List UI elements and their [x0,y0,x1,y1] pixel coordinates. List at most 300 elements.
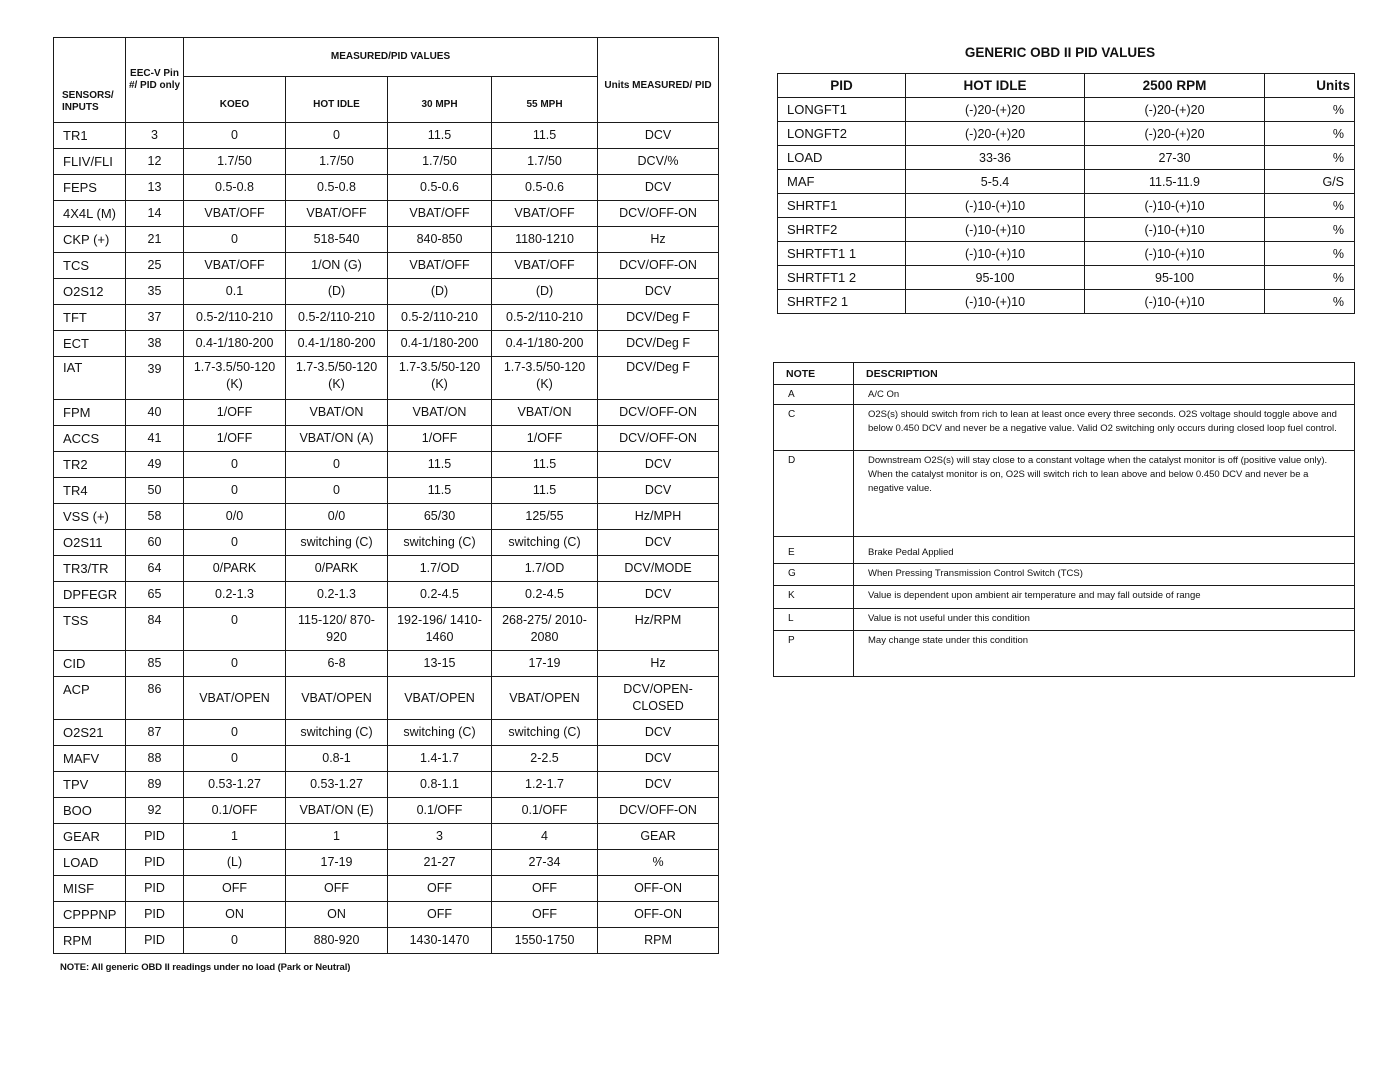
sensor-name: TR3/TR [54,556,126,582]
sensor-name: 4X4L (M) [54,201,126,227]
obd-pid-name: SHRTFT1 1 [778,242,906,266]
30-mph-value: 1.7/OD [388,556,492,582]
obd-2500-rpm-value: 11.5-11.9 [1085,170,1265,194]
hot-idle-value: 0/0 [286,504,388,530]
sensor-name: FLIV/FLI [54,149,126,175]
table-row [54,357,719,400]
hot-idle-value: 0.5-2/110-210 [286,305,388,331]
obd-units-value: % [1265,98,1355,122]
koeo-value: 0.5-0.8 [184,175,286,201]
koeo-value: 0 [184,478,286,504]
30-mph-value: 0.5-0.6 [388,175,492,201]
obd-2500-rpm-value: (-)10-(+)10 [1085,218,1265,242]
table-row [54,651,719,677]
sensor-name: MISF [54,876,126,902]
units-value: DCV/MODE [598,556,719,582]
obd-2500-rpm-value: (-)20-(+)20 [1085,98,1265,122]
hot-idle-value: VBAT/ON (E) [286,798,388,824]
sensor-table-body [54,123,719,954]
units-value: DCV/Deg F [598,331,719,357]
units-value: DCV/OFF-ON [598,201,719,227]
obd-2500-rpm-value: (-)10-(+)10 [1085,242,1265,266]
pin-number: 92 [126,798,184,824]
sensor-name: RPM [54,928,126,954]
table-row [54,478,719,504]
koeo-value: 1.7-3.5/50-120 (K) [184,357,286,400]
pin-number: 50 [126,478,184,504]
sensor-name: CID [54,651,126,677]
table-row [54,772,719,798]
table-row [54,556,719,582]
sensor-name: ACCS [54,426,126,452]
koeo-header: KOEO [184,77,286,123]
units-value: OFF-ON [598,902,719,928]
obd-hot-idle-value: (-)20-(+)20 [906,122,1085,146]
55-mph-header: 55 MPH [492,77,598,123]
pin-number: PID [126,928,184,954]
table-row [774,609,1355,631]
koeo-value: 0/0 [184,504,286,530]
hot-idle-value: 1.7/50 [286,149,388,175]
table-row [54,331,719,357]
units-value: DCV/Deg F [598,357,719,400]
table-row [54,400,719,426]
pin-number: 88 [126,746,184,772]
55-mph-value: 11.5 [492,478,598,504]
table-row [54,720,719,746]
55-mph-value: 0.2-4.5 [492,582,598,608]
pin-number: 37 [126,305,184,331]
table-row [778,98,1355,122]
hot-idle-value: VBAT/ON [286,400,388,426]
table-row [54,227,719,253]
note-code: K [774,586,854,609]
sensor-name: TR2 [54,452,126,478]
obd-2500-rpm-value: 27-30 [1085,146,1265,170]
obd-units-value: % [1265,290,1355,314]
obd-pid-name: LONGFT2 [778,122,906,146]
55-mph-value: 11.5 [492,452,598,478]
koeo-value: 0.1 [184,279,286,305]
koeo-value: OFF [184,876,286,902]
table-row [54,123,719,149]
table-row [778,218,1355,242]
sensor-name: MAFV [54,746,126,772]
table-row [54,850,719,876]
sensor-name: O2S21 [54,720,126,746]
note-code: L [774,609,854,631]
sensor-name: TPV [54,772,126,798]
koeo-value: 0 [184,746,286,772]
55-mph-value: 27-34 [492,850,598,876]
30-mph-value: 13-15 [388,651,492,677]
30-mph-value: 11.5 [388,452,492,478]
units-value: DCV [598,478,719,504]
koeo-value: VBAT/OFF [184,253,286,279]
note-code: A [774,385,854,405]
sensors-inputs-header: SENSORS/ INPUTS [54,38,126,123]
pin-number: 14 [126,201,184,227]
30-mph-value: 1.7/50 [388,149,492,175]
pin-number: 84 [126,608,184,651]
hot-idle-value: OFF [286,876,388,902]
sensor-name: TSS [54,608,126,651]
sensor-name: BOO [54,798,126,824]
table-row [54,608,719,651]
koeo-value: 0.4-1/180-200 [184,331,286,357]
units-value: DCV [598,123,719,149]
obd-pid-name: SHRTF1 [778,194,906,218]
pin-number: 39 [126,357,184,400]
table-row [54,582,719,608]
55-mph-value: 1180-1210 [492,227,598,253]
hot-idle-value: 17-19 [286,850,388,876]
30-mph-value: 11.5 [388,478,492,504]
55-mph-value: 125/55 [492,504,598,530]
pin-number: 21 [126,227,184,253]
obd-hot-idle-value: 95-100 [906,266,1085,290]
pin-number: 41 [126,426,184,452]
note-description: Downstream O2S(s) will stay close to a constant voltage when the catalyst monitor is off (positive value only). When the catalyst monitor is on, O2S will switch rich to lean above and below 0.450 DCV and never be a negative value. [854,451,1355,537]
30-mph-value: 0.2-4.5 [388,582,492,608]
note-description: O2S(s) should switch from rich to lean at least once every three seconds. O2S voltage should toggle above and below 0.450 DCV and never be a negative value. Valid O2 switching only occurs during closed loop fuel control. [854,405,1355,451]
units-value: Hz/MPH [598,504,719,530]
hot-idle-value: 0.4-1/180-200 [286,331,388,357]
55-mph-value: 0.1/OFF [492,798,598,824]
55-mph-value: 1.7/OD [492,556,598,582]
hot-idle-value: 0.8-1 [286,746,388,772]
pin-number: PID [126,850,184,876]
note-description: Value is not useful under this condition [854,609,1355,631]
55-mph-value: 4 [492,824,598,850]
notes-table [773,362,1355,677]
pin-number: 64 [126,556,184,582]
pin-number: PID [126,824,184,850]
30-mph-value: OFF [388,902,492,928]
55-mph-value: 1.7/50 [492,149,598,175]
sensor-name: CPPPNP [54,902,126,928]
table-row [54,253,719,279]
units-value: DCV/OFF-ON [598,426,719,452]
hot-idle-value: 0 [286,452,388,478]
hot-idle-value: 115-120/ 870-920 [286,608,388,651]
koeo-value: ON [184,902,286,928]
table-row [774,451,1355,537]
obd-table-title: GENERIC OBD II PID VALUES [964,45,1156,60]
units-value: OFF-ON [598,876,719,902]
pin-number: 13 [126,175,184,201]
30-mph-value: 11.5 [388,123,492,149]
table-row [54,426,719,452]
note-code: G [774,564,854,586]
note-description: Value is dependent upon ambient air temperature and may fall outside of range [854,586,1355,609]
55-mph-value: 0.5-0.6 [492,175,598,201]
hot-idle-value: 0.5-0.8 [286,175,388,201]
note-header: NOTE [774,363,854,385]
obd-units-value: % [1265,146,1355,170]
koeo-value: 0.5-2/110-210 [184,305,286,331]
30-mph-value: 1.7-3.5/50-120 (K) [388,357,492,400]
units-value: Hz/RPM [598,608,719,651]
hot-idle-value: 0/PARK [286,556,388,582]
units-value: DCV/Deg F [598,305,719,331]
koeo-value: 1/OFF [184,426,286,452]
hot-idle-value: VBAT/ON (A) [286,426,388,452]
table-row [774,537,1355,564]
sensor-values-table [53,37,719,954]
sensor-name: O2S12 [54,279,126,305]
55-mph-value: switching (C) [492,720,598,746]
obd-hot-idle-value: (-)10-(+)10 [906,194,1085,218]
table-row [778,266,1355,290]
table-row [54,902,719,928]
table-row [54,798,719,824]
table-row [54,677,719,720]
units-value: RPM [598,928,719,954]
sensor-name: IAT [54,357,126,400]
obd-pid-name: MAF [778,170,906,194]
note-description: May change state under this condition [854,631,1355,677]
30-mph-value: OFF [388,876,492,902]
obd-pid-name: SHRTF2 1 [778,290,906,314]
obd-2500-rpm-value: (-)10-(+)10 [1085,290,1265,314]
sensor-name: ECT [54,331,126,357]
table-row [54,452,719,478]
koeo-value: 0 [184,123,286,149]
sensor-name: LOAD [54,850,126,876]
obd-2500-rpm-value: (-)10-(+)10 [1085,194,1265,218]
units-value: DCV [598,582,719,608]
note-code: D [774,451,854,537]
55-mph-value: 17-19 [492,651,598,677]
hot-idle-value: 880-920 [286,928,388,954]
30-mph-value: 0.1/OFF [388,798,492,824]
units-header: Units MEASURED/ PID [598,38,719,123]
sensor-name: TCS [54,253,126,279]
koeo-value: 1.7/50 [184,149,286,175]
koeo-value: 0 [184,530,286,556]
koeo-value: 0 [184,651,286,677]
note-description: When Pressing Transmission Control Switch (TCS) [854,564,1355,586]
hot-idle-value: 0 [286,478,388,504]
55-mph-value: OFF [492,876,598,902]
pin-number: 40 [126,400,184,426]
55-mph-value: 11.5 [492,123,598,149]
koeo-value: 0/PARK [184,556,286,582]
30-mph-value: VBAT/ON [388,400,492,426]
55-mph-value: VBAT/OPEN [492,677,598,720]
hot-idle-value: ON [286,902,388,928]
obd-2500-rpm-value: 95-100 [1085,266,1265,290]
units-value: DCV [598,746,719,772]
obd-hot-idle-value: 33-36 [906,146,1085,170]
units-value: DCV [598,772,719,798]
table-row [54,928,719,954]
koeo-value: VBAT/OFF [184,201,286,227]
pin-number: 49 [126,452,184,478]
note-code: E [774,537,854,564]
obd-units-value: % [1265,242,1355,266]
hot-idle-value: switching (C) [286,720,388,746]
55-mph-value: 1/OFF [492,426,598,452]
30-mph-value: 0.5-2/110-210 [388,305,492,331]
obd-units-value: % [1265,122,1355,146]
koeo-value: 0.53-1.27 [184,772,286,798]
55-mph-value: VBAT/ON [492,400,598,426]
55-mph-value: 1.2-1.7 [492,772,598,798]
hot-idle-value: 1.7-3.5/50-120 (K) [286,357,388,400]
sensor-name: DPFEGR [54,582,126,608]
obd-units-header: Units [1265,74,1355,98]
obd-hot-idle-value: (-)10-(+)10 [906,218,1085,242]
units-value: DCV [598,530,719,556]
units-value: Hz [598,227,719,253]
table-row [774,631,1355,677]
notes-table-body [774,385,1355,677]
obd-units-value: G/S [1265,170,1355,194]
units-value: DCV [598,452,719,478]
sensor-name: FPM [54,400,126,426]
table-row [54,175,719,201]
pin-header: EEC-V Pin #/ PID only [126,38,184,123]
table-row [778,290,1355,314]
koeo-value: (L) [184,850,286,876]
sensor-name: TFT [54,305,126,331]
table-row [54,876,719,902]
units-value: DCV [598,720,719,746]
note-description: A/C On [854,385,1355,405]
obd-pid-header: PID [778,74,906,98]
obd-hot-idle-value: (-)10-(+)10 [906,242,1085,266]
30-mph-value: VBAT/OFF [388,201,492,227]
pin-number: 60 [126,530,184,556]
30-mph-value: VBAT/OFF [388,253,492,279]
table-row [54,149,719,175]
30-mph-value: 192-196/ 1410-1460 [388,608,492,651]
obd-pid-name: SHRTFT1 2 [778,266,906,290]
sensor-name: TR1 [54,123,126,149]
sensor-name: ACP [54,677,126,720]
units-value: % [598,850,719,876]
55-mph-value: 1550-1750 [492,928,598,954]
pin-number: 58 [126,504,184,530]
table-row [54,746,719,772]
55-mph-value: 2-2.5 [492,746,598,772]
30-mph-value: switching (C) [388,530,492,556]
table-row [54,305,719,331]
sensor-name: GEAR [54,824,126,850]
units-value: Hz [598,651,719,677]
pin-number: 87 [126,720,184,746]
koeo-value: 0.2-1.3 [184,582,286,608]
sensor-name: TR4 [54,478,126,504]
koeo-value: 0 [184,227,286,253]
pin-number: PID [126,902,184,928]
pin-number: 89 [126,772,184,798]
55-mph-value: 1.7-3.5/50-120 (K) [492,357,598,400]
table-row [54,530,719,556]
obd-2500-rpm-header: 2500 RPM [1085,74,1265,98]
sensor-name: CKP (+) [54,227,126,253]
obd-pid-name: LOAD [778,146,906,170]
hot-idle-value: switching (C) [286,530,388,556]
hot-idle-value: VBAT/OFF [286,201,388,227]
pin-number: 65 [126,582,184,608]
55-mph-value: 0.4-1/180-200 [492,331,598,357]
koeo-value: 0 [184,452,286,478]
table-row [774,564,1355,586]
units-value: DCV/OFF-ON [598,253,719,279]
koeo-value: VBAT/OPEN [184,677,286,720]
table-row [774,586,1355,609]
koeo-value: 0 [184,608,286,651]
hot-idle-header: HOT IDLE [286,77,388,123]
koeo-value: 0.1/OFF [184,798,286,824]
pin-number: 86 [126,677,184,720]
pin-number: 25 [126,253,184,279]
55-mph-value: OFF [492,902,598,928]
hot-idle-value: 1 [286,824,388,850]
obd-units-value: % [1265,194,1355,218]
table-row [778,122,1355,146]
30-mph-value: 65/30 [388,504,492,530]
table-row [778,242,1355,266]
hot-idle-value: 1/ON (G) [286,253,388,279]
note-code: C [774,405,854,451]
hot-idle-value: 0.53-1.27 [286,772,388,798]
sensor-name: FEPS [54,175,126,201]
30-mph-value: 0.8-1.1 [388,772,492,798]
koeo-value: 0 [184,928,286,954]
obd-2500-rpm-value: (-)20-(+)20 [1085,122,1265,146]
pin-number: 3 [126,123,184,149]
30-mph-value: switching (C) [388,720,492,746]
55-mph-value: switching (C) [492,530,598,556]
obd-hot-idle-value: 5-5.4 [906,170,1085,194]
obd-hot-idle-value: (-)20-(+)20 [906,98,1085,122]
obd-hot-idle-header: HOT IDLE [906,74,1085,98]
pin-number: PID [126,876,184,902]
hot-idle-value: 0.2-1.3 [286,582,388,608]
30-mph-value: 840-850 [388,227,492,253]
55-mph-value: (D) [492,279,598,305]
table-row [774,405,1355,451]
table-row [778,146,1355,170]
units-value: DCV/OFF-ON [598,798,719,824]
sensor-name: O2S11 [54,530,126,556]
units-value: DCV [598,175,719,201]
hot-idle-value: 518-540 [286,227,388,253]
55-mph-value: 0.5-2/110-210 [492,305,598,331]
obd-hot-idle-value: (-)10-(+)10 [906,290,1085,314]
generic-readings-note: NOTE: All generic OBD II readings under no load (Park or Neutral) [60,962,351,973]
units-value: DCV/OFF-ON [598,400,719,426]
obd-table-body [778,98,1355,314]
30-mph-value: 21-27 [388,850,492,876]
30-mph-header: 30 MPH [388,77,492,123]
units-value: DCV [598,279,719,305]
units-value: DCV/% [598,149,719,175]
table-row [54,504,719,530]
55-mph-value: VBAT/OFF [492,253,598,279]
30-mph-value: VBAT/OPEN [388,677,492,720]
hot-idle-value: 6-8 [286,651,388,677]
obd-pid-name: LONGFT1 [778,98,906,122]
units-value: DCV/OPEN-CLOSED [598,677,719,720]
sensor-name: VSS (+) [54,504,126,530]
30-mph-value: 3 [388,824,492,850]
generic-obd-pid-table [777,73,1355,314]
